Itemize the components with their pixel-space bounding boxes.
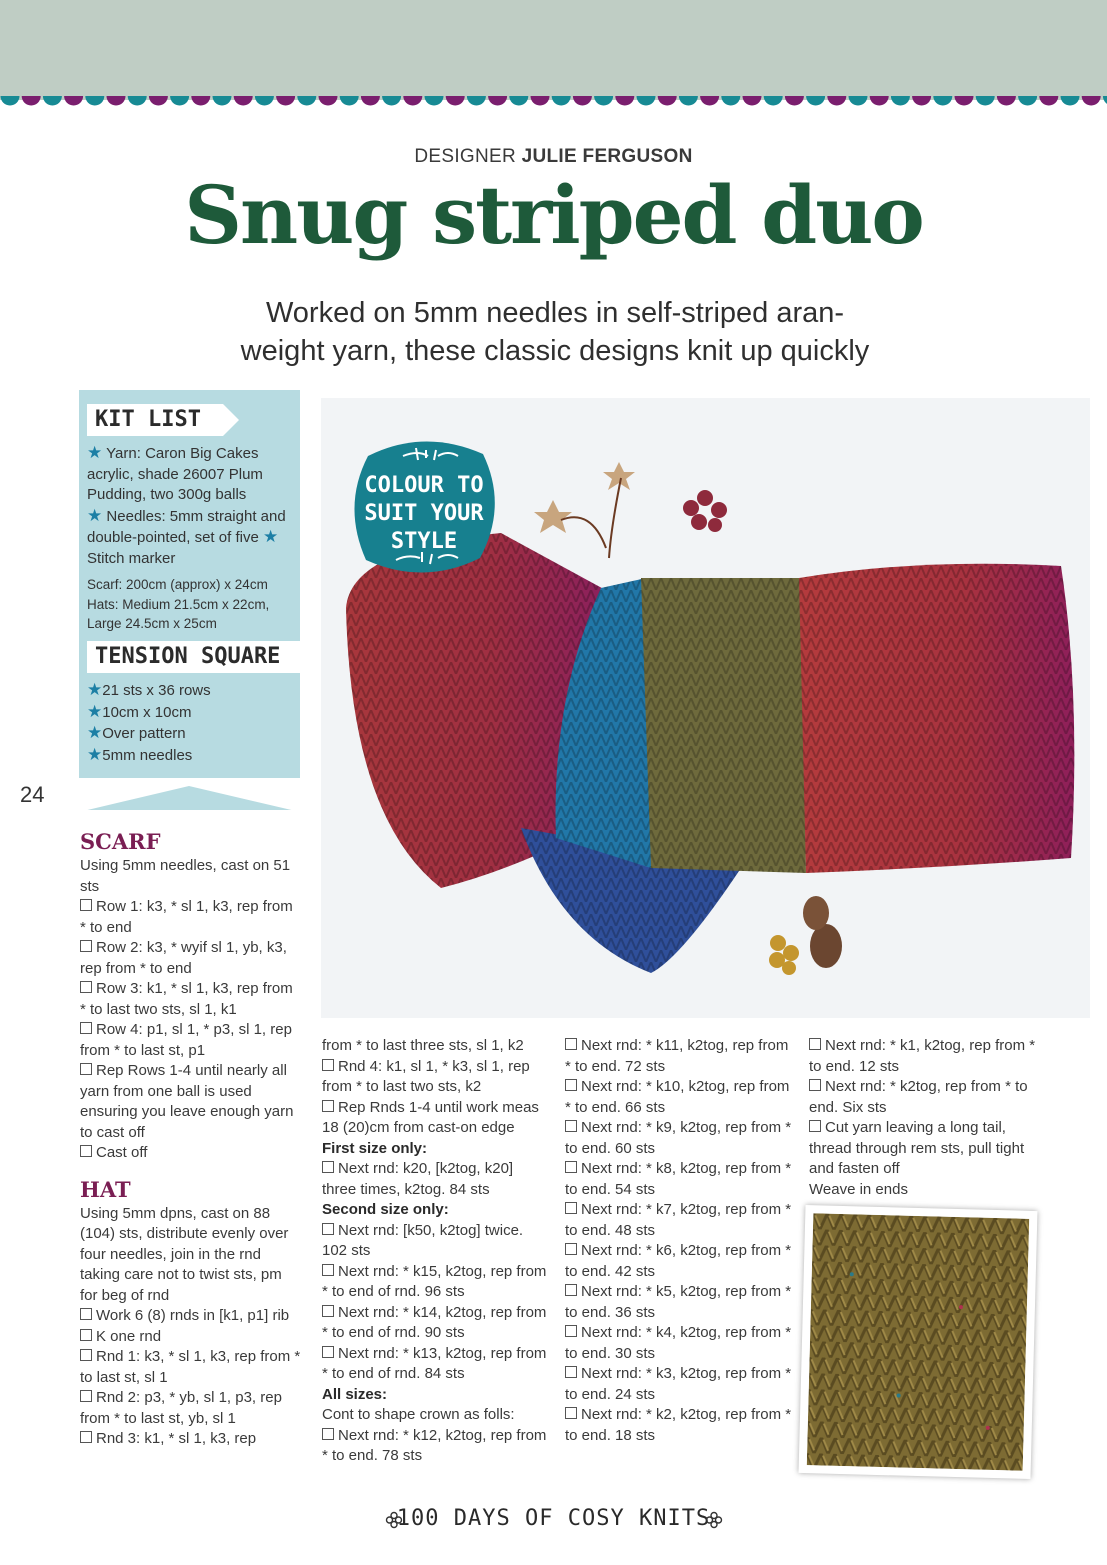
pattern-step: Next rnd: * k2tog, rep from * to end. Six sts xyxy=(809,1078,1028,1116)
second-size-heading: Second size only: xyxy=(322,1201,449,1218)
checkbox-icon[interactable] xyxy=(322,1428,334,1440)
kit-panel-notch xyxy=(79,778,300,812)
badge-line-2: SUIT YOUR xyxy=(364,501,484,526)
designer-name: JULIE FERGUSON xyxy=(521,146,693,167)
checkbox-icon[interactable] xyxy=(322,1305,334,1317)
checkbox-icon[interactable] xyxy=(565,1202,577,1214)
pattern-step: Next rnd: * k4, k2tog, rep from * to end. 30 sts xyxy=(565,1324,792,1362)
col2-steps xyxy=(322,1057,550,1139)
tension-heading: TENSION SQUARE xyxy=(87,641,302,673)
tension-item: ★5mm needles xyxy=(87,744,193,764)
pattern-step: Next rnd: * k6, k2tog, rep from * to end. 42 sts xyxy=(565,1242,792,1280)
flower-icon xyxy=(705,1511,723,1529)
pattern-step: Next rnd: * k12, k2tog, rep from * to end. 78 sts xyxy=(322,1426,547,1464)
star-icon: ★ xyxy=(87,505,103,525)
colour-badge xyxy=(348,436,500,576)
checkbox-icon[interactable] xyxy=(322,1100,334,1112)
checkbox-icon[interactable] xyxy=(80,1431,92,1443)
size-hat-large: Large 24.5cm x 25cm xyxy=(87,616,217,631)
pattern-step: Next rnd: * k7, k2tog, rep from * to end. 48 sts xyxy=(565,1201,792,1239)
pattern-step: Rnd 1: k3, * sl 1, k3, rep from * to last st, sl 1 xyxy=(80,1348,301,1386)
pattern-step: Row 2: k3, * wyif sl 1, yb, k3, rep from * to end xyxy=(80,939,287,977)
star-icon: ★ xyxy=(262,527,279,546)
tension-swatch-photo xyxy=(799,1205,1038,1479)
badge-line-1: COLOUR TO xyxy=(364,473,484,498)
checkbox-icon[interactable] xyxy=(80,1329,92,1341)
checkbox-icon[interactable] xyxy=(565,1038,577,1050)
subtitle-line-1: Worked on 5mm needles in self-striped aran- xyxy=(265,297,845,329)
column-4 xyxy=(809,1036,1045,1200)
weave-in-ends: Weave in ends xyxy=(809,1180,908,1198)
page-title: Snug striped duo xyxy=(184,168,923,262)
checkbox-icon[interactable] xyxy=(80,1308,92,1320)
checkbox-icon[interactable] xyxy=(809,1079,821,1091)
checkbox-icon[interactable] xyxy=(565,1366,577,1378)
pinecone-decoration xyxy=(769,896,842,975)
pattern-step: Next rnd: * k11, k2tog, rep from * to end. 72 sts xyxy=(565,1037,789,1075)
pattern-step: Next rnd: [k50, k2tog] twice. 102 sts xyxy=(322,1221,524,1259)
pattern-step: Cast off xyxy=(80,1143,302,1164)
column-3 xyxy=(565,1036,793,1446)
kit-list-heading: KIT LIST xyxy=(87,404,223,436)
checkbox-icon[interactable] xyxy=(322,1059,334,1071)
pattern-step: Row 3: k1, * sl 1, k3, rep from * to last two sts, sl 1, k1 xyxy=(80,980,293,1018)
pattern-step: Rnd 4: k1, sl 1, * k3, sl 1, rep from * to last two sts, k2 xyxy=(322,1057,530,1095)
checkbox-icon[interactable] xyxy=(80,1349,92,1361)
checkbox-icon[interactable] xyxy=(80,899,92,911)
tension-item: ★10cm x 10cm xyxy=(87,701,192,721)
pattern-step: Next rnd: * k1, k2tog, rep from * to end. 12 sts xyxy=(809,1037,1036,1075)
footer-title: 100 DAYS OF COSY KNITS xyxy=(396,1506,711,1531)
pattern-step: Work 6 (8) rnds in [k1, p1] rib xyxy=(80,1306,302,1327)
scallop-border xyxy=(0,96,1107,112)
first-size-steps xyxy=(322,1159,550,1200)
pattern-step: Row 1: k3, * sl 1, k3, rep from * to end xyxy=(80,898,293,936)
column-1 xyxy=(80,828,302,1450)
checkbox-icon[interactable] xyxy=(565,1079,577,1091)
pattern-step: Rep Rows 1-4 until nearly all yarn from one ball is used ensuring you leave enough yarn to cast off xyxy=(80,1062,294,1141)
pattern-step: Next rnd: k20, [k2tog, k20] three times, k2tog. 84 sts xyxy=(322,1160,514,1198)
page-number: 24 xyxy=(20,782,45,807)
pattern-step: Next rnd: * k2, k2tog, rep from * to end. 18 sts xyxy=(565,1406,792,1444)
page-subtitle xyxy=(180,294,930,370)
checkbox-icon[interactable] xyxy=(80,1022,92,1034)
crown-steps xyxy=(565,1036,793,1446)
checkbox-icon[interactable] xyxy=(80,1063,92,1075)
top-color-band xyxy=(0,0,1107,100)
designer-prefix: DESIGNER xyxy=(414,146,517,167)
pattern-step: Next rnd: * k8, k2tog, rep from * to end. 54 sts xyxy=(565,1160,792,1198)
second-size-steps xyxy=(322,1221,550,1385)
pattern-step: Rnd 2: p3, * yb, sl 1, p3, rep from * to last st, yb, sl 1 xyxy=(80,1389,282,1427)
kit-item-needles: ★ Needles: 5mm straight and double-pointed, set of five ★ Stitch marker xyxy=(87,505,286,567)
swatch-illustration xyxy=(807,1213,1030,1471)
kit-item-yarn: ★ Yarn: Caron Big Cakes acrylic, shade 26007 Plum Pudding, two 300g balls xyxy=(87,443,263,503)
hat-intro: Using 5mm dpns, cast on 88 (104) sts, distribute evenly over four needles, join in the rnd taking care not to twist sts, pm for beg of rnd xyxy=(80,1204,289,1304)
berry-decoration xyxy=(683,490,727,532)
pattern-step: Row 4: p1, sl 1, * p3, sl 1, rep from * to last st, p1 xyxy=(80,1021,292,1059)
pattern-step: Next rnd: * k3, k2tog, rep from * to end. 24 sts xyxy=(565,1365,792,1403)
checkbox-icon[interactable] xyxy=(565,1407,577,1419)
column-2 xyxy=(322,1036,550,1467)
designer-credit xyxy=(0,146,1107,168)
col2-continuation: from * to last three sts, sl 1, k2 xyxy=(322,1037,524,1054)
tension-item: ★21 sts x 36 rows xyxy=(87,680,211,699)
subtitle-line-2: weight yarn, these classic designs knit up quickly xyxy=(240,335,870,367)
size-scarf: Scarf: 200cm (approx) x 24cm xyxy=(87,577,268,592)
checkbox-icon[interactable] xyxy=(322,1264,334,1276)
star-icon: ★ xyxy=(87,701,103,721)
checkbox-icon[interactable] xyxy=(80,1145,92,1157)
pattern-step: Rep Rnds 1-4 until work meas 18 (20)cm from cast-on edge xyxy=(322,1098,539,1136)
kit-list-items xyxy=(87,443,292,569)
star-icon: ★ xyxy=(87,744,103,764)
checkbox-icon[interactable] xyxy=(322,1223,334,1235)
checkbox-icon[interactable] xyxy=(565,1243,577,1255)
star-icon: ★ xyxy=(87,680,103,699)
hat-heading: HAT xyxy=(80,1176,131,1202)
checkbox-icon[interactable] xyxy=(322,1346,334,1358)
pattern-step: Next rnd: * k14, k2tog, rep from * to end of rnd. 90 sts xyxy=(322,1303,547,1341)
first-size-heading: First size only: xyxy=(322,1139,428,1157)
all-sizes-heading: All sizes: xyxy=(322,1385,388,1403)
checkbox-icon[interactable] xyxy=(565,1120,577,1132)
pattern-step: Cut yarn leaving a long tail, thread through rem sts, pull tight and fasten off xyxy=(809,1119,1025,1177)
checkbox-icon[interactable] xyxy=(565,1325,577,1337)
checkbox-icon[interactable] xyxy=(565,1161,577,1173)
scarf-intro: Using 5mm needles, cast on 51 sts xyxy=(80,857,291,895)
all-sizes-intro: Cont to shape crown as folls: xyxy=(322,1406,515,1423)
tension-item: ★Over pattern xyxy=(87,723,186,742)
pattern-step: Rnd 3: k1, * sl 1, k3, rep xyxy=(80,1429,302,1450)
checkbox-icon[interactable] xyxy=(80,1390,92,1402)
checkbox-icon[interactable] xyxy=(80,981,92,993)
size-hat-medium: Hats: Medium 21.5cm x 22cm, xyxy=(87,596,270,612)
checkbox-icon[interactable] xyxy=(809,1038,821,1050)
badge-line-3: STYLE xyxy=(390,529,458,554)
checkbox-icon[interactable] xyxy=(322,1161,334,1173)
tension-items xyxy=(87,680,292,766)
star-icon: ★ xyxy=(87,443,103,462)
pattern-step: Next rnd: * k13, k2tog, rep from * to end of rnd. 84 sts xyxy=(322,1344,547,1382)
pattern-step: Next rnd: * k9, k2tog, rep from * to end. 60 sts xyxy=(565,1119,792,1157)
pattern-step: Next rnd: * k10, k2tog, rep from * to end. 66 sts xyxy=(565,1078,790,1116)
finishing-steps xyxy=(809,1036,1045,1180)
checkbox-icon[interactable] xyxy=(809,1120,821,1132)
all-sizes-steps xyxy=(322,1426,550,1467)
pattern-step: Next rnd: * k15, k2tog, rep from * to end of rnd. 96 sts xyxy=(322,1262,547,1300)
hat-steps xyxy=(80,1306,302,1450)
checkbox-icon[interactable] xyxy=(565,1284,577,1296)
checkbox-icon[interactable] xyxy=(80,940,92,952)
star-icon: ★ xyxy=(87,723,103,742)
pattern-step: K one rnd xyxy=(80,1327,302,1348)
kit-sizes xyxy=(87,575,292,634)
scarf-steps xyxy=(80,897,302,1164)
scarf-heading: SCARF xyxy=(80,829,161,854)
pattern-step: Next rnd: * k5, k2tog, rep from * to end. 36 sts xyxy=(565,1283,792,1321)
star-decorations xyxy=(534,462,635,558)
